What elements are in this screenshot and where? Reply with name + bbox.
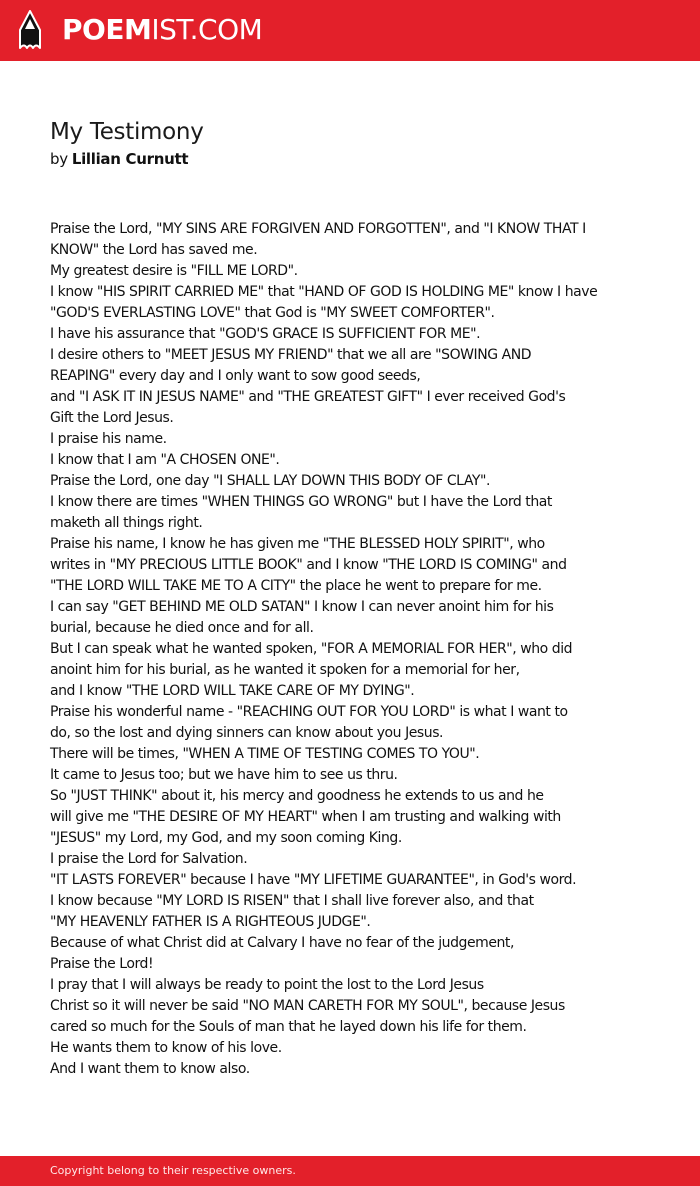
poem-line: maketh all things right.: [50, 515, 203, 531]
poem-line: I can say "GET BEHIND ME OLD SATAN" I know I can never anoint him for his: [50, 599, 554, 615]
poem-line: I know there are times "WHEN THINGS GO WRONG" but I have the Lord that: [50, 494, 552, 510]
poem-line: "IT LASTS FOREVER" because I have "MY LIFETIME GUARANTEE", in God's word.: [50, 872, 577, 888]
poem-line: It came to Jesus too; but we have him to see us thru.: [50, 767, 398, 783]
poem-line: anoint him for his burial, as he wanted it spoken for a memorial for her,: [50, 662, 520, 678]
site-header: [0, 0, 700, 61]
poem-line: Because of what Christ did at Calvary I have no fear of the judgement,: [50, 935, 514, 951]
poem-title: My Testimony: [50, 119, 204, 145]
poem-line: He wants them to know of his love.: [50, 1040, 282, 1056]
poem-line: I know "HIS SPIRIT CARRIED ME" that "HAND OF GOD IS HOLDING ME" know I have: [50, 284, 598, 300]
poem-line: There will be times, "WHEN A TIME OF TESTING COMES TO YOU".: [50, 746, 480, 762]
by-label: by: [50, 150, 68, 168]
poem-line: "MY HEAVENLY FATHER IS A RIGHTEOUS JUDGE".: [50, 914, 371, 930]
poem-line: burial, because he died once and for all.: [50, 620, 314, 636]
poem-line: I know because "MY LORD IS RISEN" that I shall live forever also, and that: [50, 893, 534, 909]
poem-line: will give me "THE DESIRE OF MY HEART" when I am trusting and walking with: [50, 809, 561, 825]
poem-line: Praise the Lord, "MY SINS ARE FORGIVEN AND FORGOTTEN", and "I KNOW THAT I: [50, 221, 586, 237]
poem-line: I pray that I will always be ready to point the lost to the Lord Jesus: [50, 977, 484, 993]
poem-line: writes in "MY PRECIOUS LITTLE BOOK" and I know "THE LORD IS COMING" and: [50, 557, 567, 573]
poem-line: Praise the Lord!: [50, 956, 154, 972]
poem-line: Gift the Lord Jesus.: [50, 410, 174, 426]
poem-line: I know that I am "A CHOSEN ONE".: [50, 452, 280, 468]
poem-line: "JESUS" my Lord, my God, and my soon coming King.: [50, 830, 402, 846]
site-logo[interactable]: [62, 13, 262, 47]
poem-line: and I know "THE LORD WILL TAKE CARE OF MY DYING".: [50, 683, 415, 699]
poem-body: [50, 219, 650, 1080]
author-name: Lillian Curnutt: [71, 150, 189, 168]
poem-line: do, so the lost and dying sinners can know about you Jesus.: [50, 725, 444, 741]
poem-line: and "I ASK IT IN JESUS NAME" and "THE GREATEST GIFT" I ever received God's: [50, 389, 566, 405]
poem-line: So "JUST THINK" about it, his mercy and goodness he extends to us and he: [50, 788, 544, 804]
poem-line: My greatest desire is "FILL ME LORD".: [50, 263, 298, 279]
poem-line: And I want them to know also.: [50, 1061, 250, 1077]
poem-line: But I can speak what he wanted spoken, "FOR A MEMORIAL FOR HER", who did: [50, 641, 573, 657]
copyright-text: Copyright belong to their respective owners.: [50, 1164, 296, 1177]
poem-line: REAPING" every day and I only want to sow good seeds,: [50, 368, 421, 384]
poem-line: KNOW" the Lord has saved me.: [50, 242, 258, 258]
poem-line: I have his assurance that "GOD'S GRACE IS SUFFICIENT FOR ME".: [50, 326, 481, 342]
logo-light-text: IST.COM: [151, 13, 263, 46]
poem-line: "THE LORD WILL TAKE ME TO A CITY" the place he went to prepare for me.: [50, 578, 542, 594]
poem-line: Praise his name, I know he has given me "THE BLESSED HOLY SPIRIT", who: [50, 536, 545, 552]
poem-line: Praise the Lord, one day "I SHALL LAY DOWN THIS BODY OF CLAY".: [50, 473, 490, 489]
poem-line: I praise the Lord for Salvation.: [50, 851, 248, 867]
pen-nib-icon[interactable]: [18, 10, 42, 51]
logo-bold-text: POEM: [62, 13, 152, 46]
poem-line: Praise his wonderful name - "REACHING OUT FOR YOU LORD" is what I want to: [50, 704, 568, 720]
poem-line: Christ so it will never be said "NO MAN CARETH FOR MY SOUL", because Jesus: [50, 998, 565, 1014]
poem-line: I desire others to "MEET JESUS MY FRIEND" that we all are "SOWING AND: [50, 347, 532, 363]
poem-line: cared so much for the Souls of man that he layed down his life for them.: [50, 1019, 527, 1035]
poem-line: I praise his name.: [50, 431, 167, 447]
poem-line: "GOD'S EVERLASTING LOVE" that God is "MY SWEET COMFORTER".: [50, 305, 495, 321]
byline: [50, 148, 188, 170]
site-footer: [0, 1156, 700, 1186]
